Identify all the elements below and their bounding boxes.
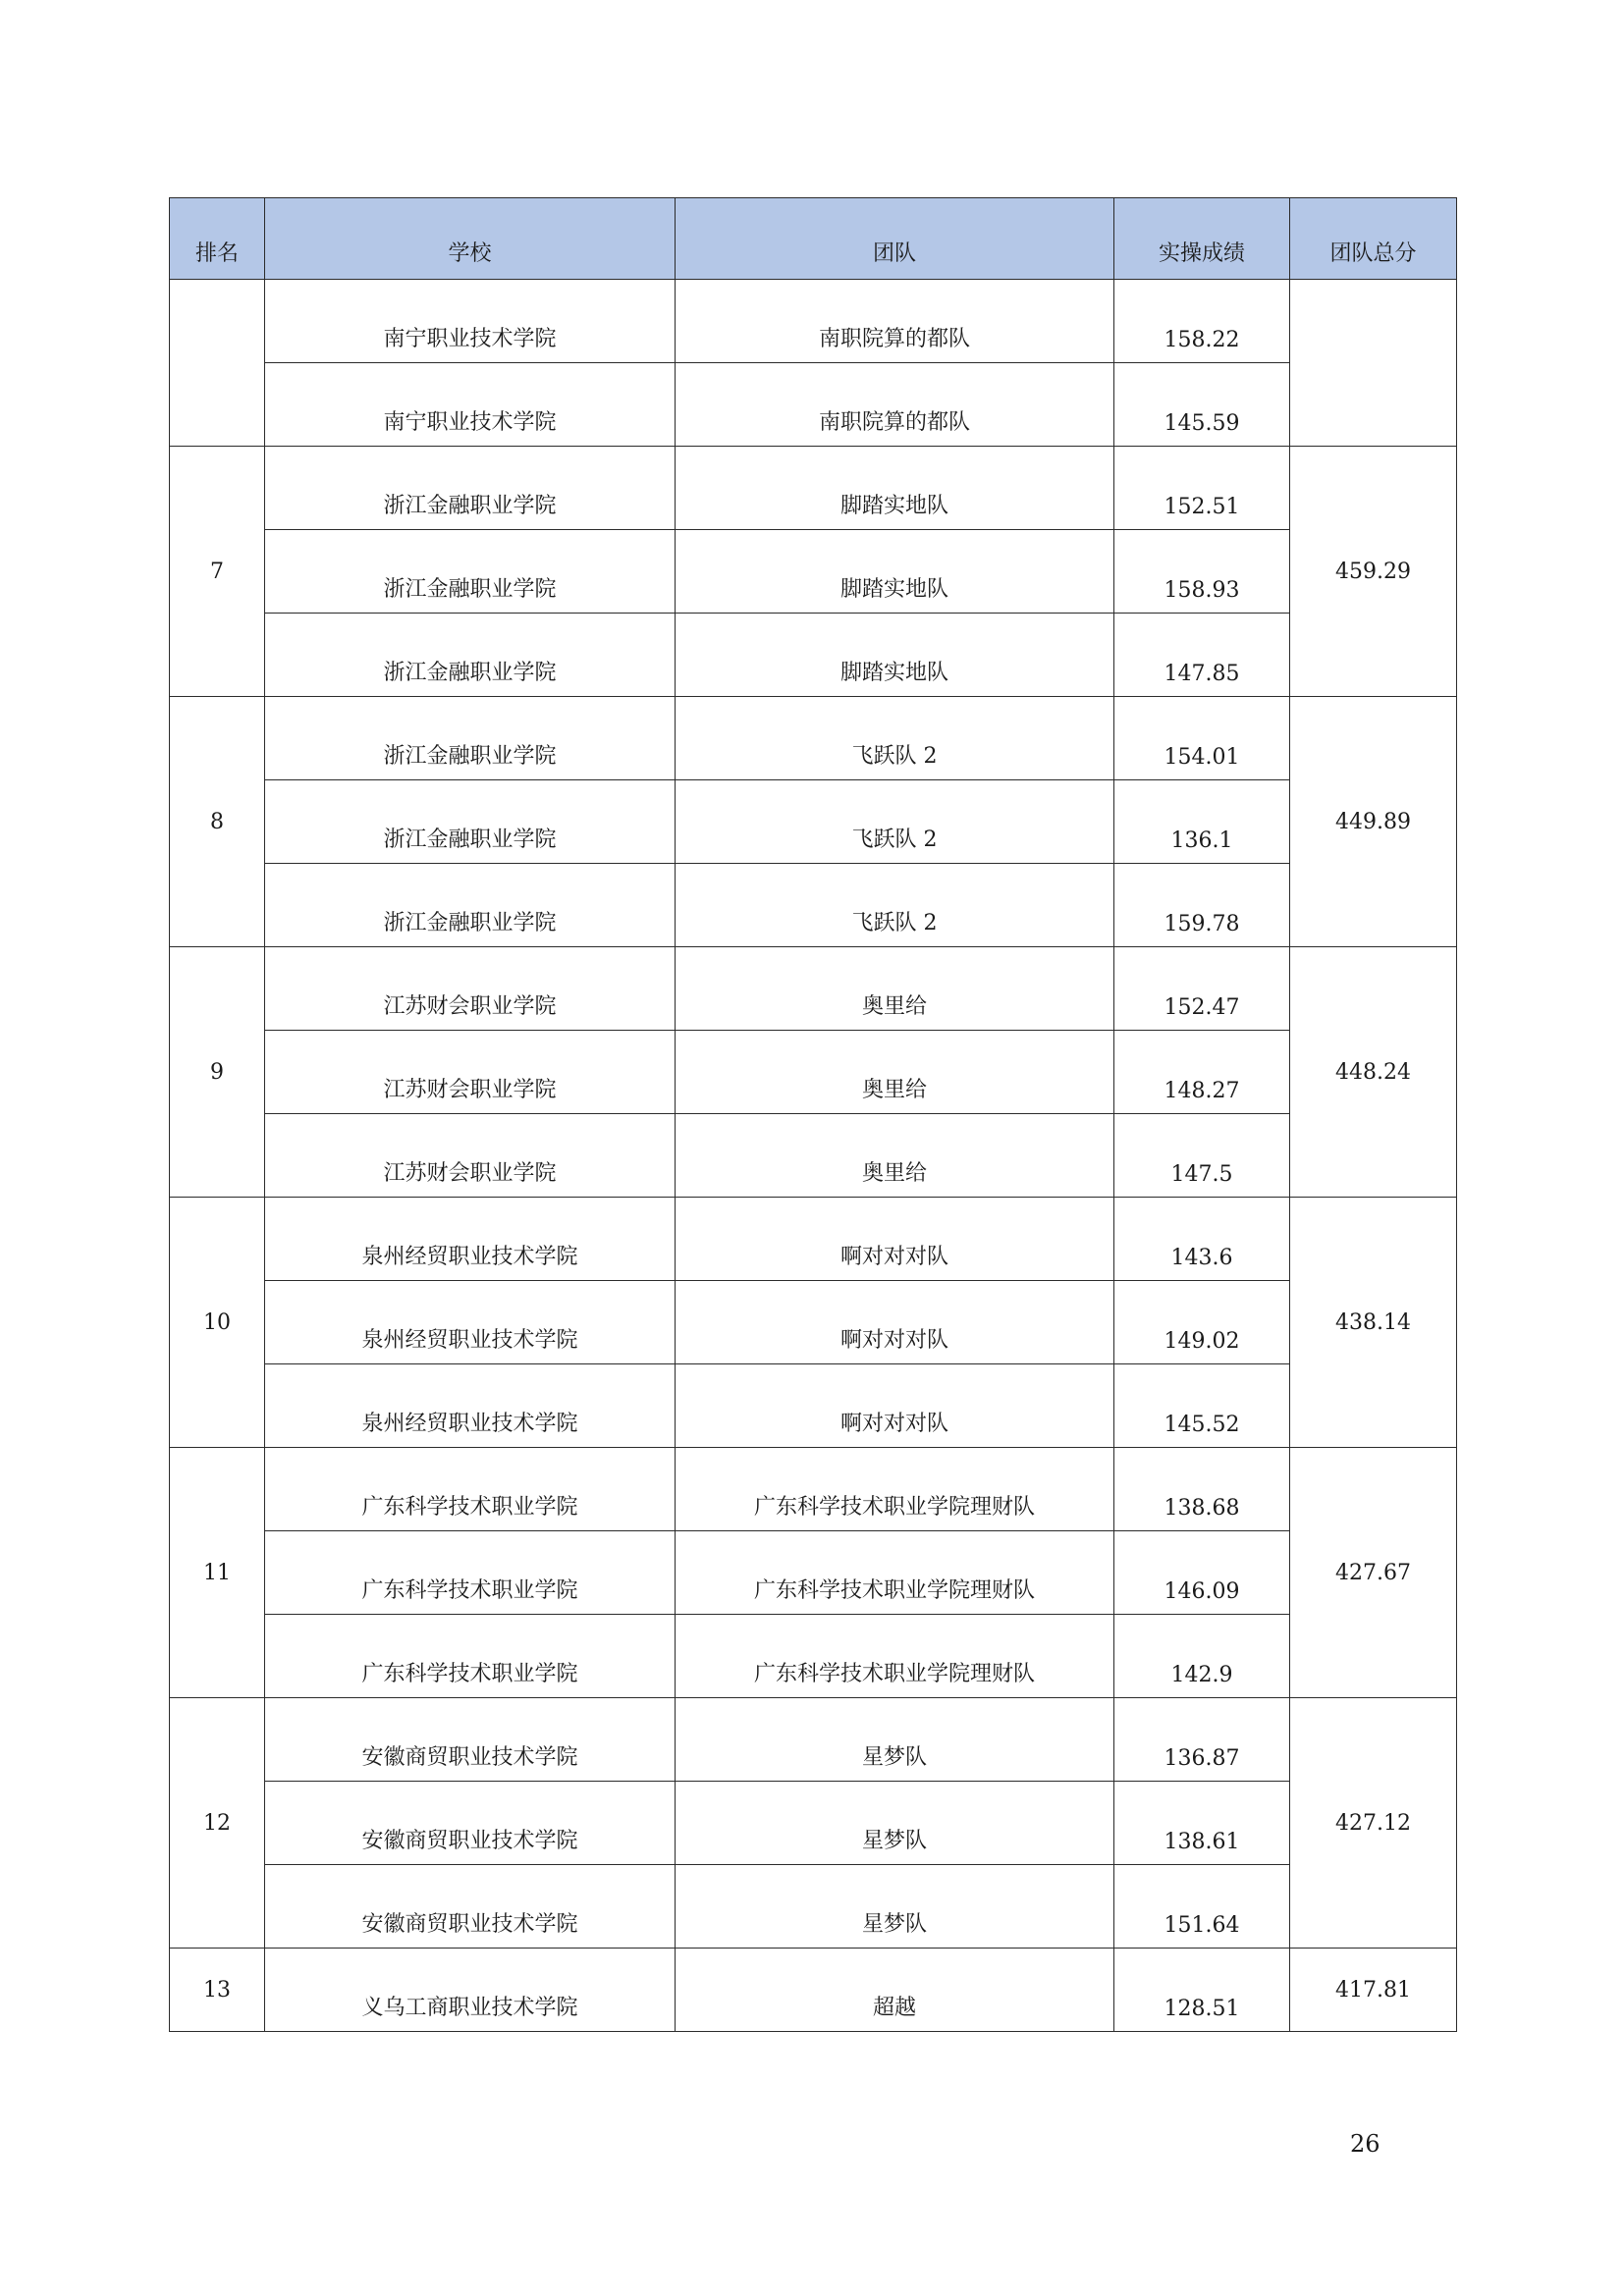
table-row (170, 1281, 1457, 1364)
school-cell: 广东科学技术职业学院 (265, 1615, 676, 1698)
score-cell: 136.1 (1114, 780, 1290, 864)
school-cell: 泉州经贸职业技术学院 (265, 1364, 676, 1448)
rank-cell: 11 (170, 1448, 265, 1698)
header-rank: 排名 (170, 198, 265, 280)
table-row (170, 1114, 1457, 1198)
table-row (170, 697, 1457, 780)
score-cell: 154.01 (1114, 697, 1290, 780)
team-cell: 脚踏实地队 (676, 447, 1114, 530)
score-cell: 159.78 (1114, 864, 1290, 947)
team-total-cell: 438.14 (1290, 1198, 1457, 1448)
score-cell: 147.85 (1114, 614, 1290, 697)
school-cell: 义乌工商职业技术学院 (265, 1949, 676, 2032)
score-cell: 146.09 (1114, 1531, 1290, 1615)
score-cell: 142.9 (1114, 1615, 1290, 1698)
school-cell: 安徽商贸职业技术学院 (265, 1782, 676, 1865)
table-row (170, 1031, 1457, 1114)
score-cell: 158.22 (1114, 280, 1290, 363)
table-row (170, 530, 1457, 614)
team-cell: 广东科学技术职业学院理财队 (676, 1531, 1114, 1615)
table-row (170, 280, 1457, 363)
score-cell: 147.5 (1114, 1114, 1290, 1198)
table-row (170, 1448, 1457, 1531)
school-cell: 广东科学技术职业学院 (265, 1448, 676, 1531)
header-school: 学校 (265, 198, 676, 280)
school-cell: 南宁职业技术学院 (265, 280, 676, 363)
team-total-cell: 427.67 (1290, 1448, 1457, 1698)
table-row (170, 1949, 1457, 2032)
table-row (170, 1615, 1457, 1698)
team-cell: 啊对对对队 (676, 1281, 1114, 1364)
school-cell: 浙江金融职业学院 (265, 614, 676, 697)
team-cell: 星梦队 (676, 1782, 1114, 1865)
school-cell: 广东科学技术职业学院 (265, 1531, 676, 1615)
table-row (170, 864, 1457, 947)
table-row (170, 947, 1457, 1031)
score-cell: 152.51 (1114, 447, 1290, 530)
score-cell: 138.61 (1114, 1782, 1290, 1865)
score-cell: 145.52 (1114, 1364, 1290, 1448)
team-total-cell: 449.89 (1290, 697, 1457, 947)
school-cell: 江苏财会职业学院 (265, 1031, 676, 1114)
table-row (170, 1531, 1457, 1615)
score-cell: 148.27 (1114, 1031, 1290, 1114)
team-cell: 脚踏实地队 (676, 530, 1114, 614)
results-table (169, 197, 1457, 2032)
team-cell: 奥里给 (676, 947, 1114, 1031)
school-cell: 浙江金融职业学院 (265, 530, 676, 614)
score-cell: 128.51 (1114, 1949, 1290, 2032)
rank-cell: 10 (170, 1198, 265, 1448)
score-cell: 158.93 (1114, 530, 1290, 614)
score-cell: 145.59 (1114, 363, 1290, 447)
table-row (170, 780, 1457, 864)
header-score: 实操成绩 (1114, 198, 1290, 280)
school-cell: 浙江金融职业学院 (265, 780, 676, 864)
table-body (170, 280, 1457, 2032)
school-cell: 泉州经贸职业技术学院 (265, 1281, 676, 1364)
table-row (170, 363, 1457, 447)
table-row (170, 614, 1457, 697)
table-row (170, 447, 1457, 530)
table-row (170, 1865, 1457, 1949)
page-number: 26 (1350, 2130, 1380, 2158)
team-cell: 奥里给 (676, 1031, 1114, 1114)
rank-cell: 8 (170, 697, 265, 947)
team-cell: 广东科学技术职业学院理财队 (676, 1448, 1114, 1531)
team-total-cell: 459.29 (1290, 447, 1457, 697)
school-cell: 安徽商贸职业技术学院 (265, 1865, 676, 1949)
table-row (170, 1782, 1457, 1865)
team-total-cell (1290, 280, 1457, 447)
rank-cell: 13 (170, 1949, 265, 2032)
school-cell: 泉州经贸职业技术学院 (265, 1198, 676, 1281)
team-cell: 广东科学技术职业学院理财队 (676, 1615, 1114, 1698)
score-cell: 149.02 (1114, 1281, 1290, 1364)
school-cell: 浙江金融职业学院 (265, 864, 676, 947)
team-cell: 飞跃队 2 (676, 864, 1114, 947)
score-cell: 151.64 (1114, 1865, 1290, 1949)
header-row (170, 198, 1457, 280)
header-total: 团队总分 (1290, 198, 1457, 280)
table-row (170, 1698, 1457, 1782)
school-cell: 浙江金融职业学院 (265, 447, 676, 530)
score-cell: 152.47 (1114, 947, 1290, 1031)
rank-cell: 7 (170, 447, 265, 697)
team-cell: 脚踏实地队 (676, 614, 1114, 697)
header-team: 团队 (676, 198, 1114, 280)
team-cell: 星梦队 (676, 1698, 1114, 1782)
school-cell: 南宁职业技术学院 (265, 363, 676, 447)
school-cell: 安徽商贸职业技术学院 (265, 1698, 676, 1782)
team-cell: 啊对对对队 (676, 1198, 1114, 1281)
team-cell: 飞跃队 2 (676, 780, 1114, 864)
score-cell: 136.87 (1114, 1698, 1290, 1782)
rank-cell: 9 (170, 947, 265, 1198)
table-row (170, 1198, 1457, 1281)
score-cell: 143.6 (1114, 1198, 1290, 1281)
rank-cell: 12 (170, 1698, 265, 1949)
school-cell: 江苏财会职业学院 (265, 1114, 676, 1198)
team-cell: 超越 (676, 1949, 1114, 2032)
rank-cell (170, 280, 265, 447)
team-cell: 飞跃队 2 (676, 697, 1114, 780)
team-cell: 啊对对对队 (676, 1364, 1114, 1448)
team-total-cell: 427.12 (1290, 1698, 1457, 1949)
score-cell: 138.68 (1114, 1448, 1290, 1531)
team-total-cell: 417.81 (1290, 1949, 1457, 2032)
team-cell: 奥里给 (676, 1114, 1114, 1198)
school-cell: 浙江金融职业学院 (265, 697, 676, 780)
table-row (170, 1364, 1457, 1448)
team-cell: 南职院算的都队 (676, 363, 1114, 447)
team-cell: 南职院算的都队 (676, 280, 1114, 363)
team-total-cell: 448.24 (1290, 947, 1457, 1198)
team-cell: 星梦队 (676, 1865, 1114, 1949)
school-cell: 江苏财会职业学院 (265, 947, 676, 1031)
